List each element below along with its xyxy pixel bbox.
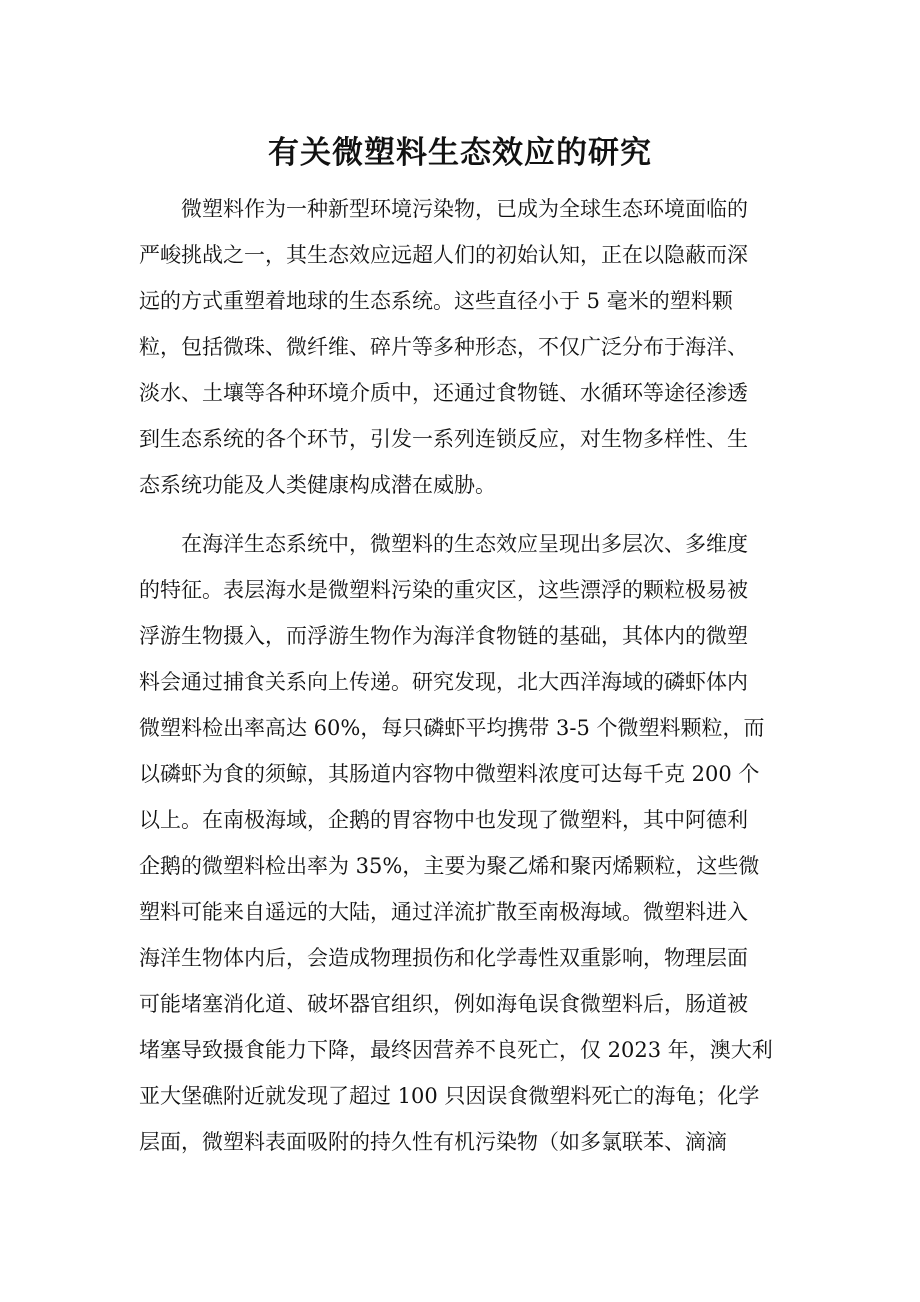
text-line: 可能堵塞消化道、破坏器官组织，例如海龟误食微塑料后，肠道被 [139, 992, 748, 1016]
text-line: 微塑料作为一种新型环境污染物，已成为全球生态环境面临的 [139, 197, 748, 221]
text-line: 层面，微塑料表面吸附的持久性有机污染物（如多氯联苯、滴滴 [139, 1130, 727, 1154]
text-line: 海洋生物体内后，会造成物理损伤和化学毒性双重影响，物理层面 [139, 946, 748, 970]
text-line: 以磷虾为食的须鲸，其肠道内容物中微塑料浓度可达每千克 200 个 [139, 762, 760, 786]
text-line: 到生态系统的各个环节，引发一系列连锁反应，对生物多样性、生 [139, 427, 748, 451]
text-line: 以上。在南极海域，企鹅的胃容物中也发现了微塑料，其中阿德利 [139, 808, 748, 832]
text-line: 亚大堡礁附近就发现了超过 100 只因误食微塑料死亡的海龟；化学 [139, 1084, 760, 1108]
text-line: 微塑料检出率高达 60%，每只磷虾平均携带 3-5 个微塑料颗粒，而 [139, 716, 765, 740]
text-line: 浮游生物摄入，而浮游生物作为海洋食物链的基础，其体内的微塑 [139, 624, 748, 648]
text-line: 态系统功能及人类健康构成潜在威胁。 [139, 473, 496, 497]
document-title: 有关微塑料生态效应的研究 [268, 135, 652, 171]
paragraph-2 [139, 521, 789, 1165]
text-line: 淡水、土壤等各种环境介质中，还通过食物链、水循环等途径渗透 [139, 381, 748, 405]
text-line: 严峻挑战之一，其生态效应远超人们的初始认知，正在以隐蔽而深 [139, 243, 748, 267]
paragraph-1 [139, 186, 789, 508]
text-line: 塑料可能来自遥远的大陆，通过洋流扩散至南极海域。微塑料进入 [139, 900, 748, 924]
text-line: 料会通过捕食关系向上传递。研究发现，北大西洋海域的磷虾体内 [139, 670, 748, 694]
text-line: 的特征。表层海水是微塑料污染的重灾区，这些漂浮的颗粒极易被 [139, 578, 748, 602]
text-line: 远的方式重塑着地球的生态系统。这些直径小于 5 毫米的塑料颗 [139, 289, 733, 313]
text-line: 在海洋生态系统中，微塑料的生态效应呈现出多层次、多维度 [139, 532, 748, 556]
text-line: 企鹅的微塑料检出率为 35%，主要为聚乙烯和聚丙烯颗粒，这些微 [139, 854, 760, 878]
text-line: 粒，包括微珠、微纤维、碎片等多种形态，不仅广泛分布于海洋、 [139, 335, 748, 359]
text-line: 堵塞导致摄食能力下降，最终因营养不良死亡，仅 2023 年，澳大利 [139, 1038, 773, 1062]
